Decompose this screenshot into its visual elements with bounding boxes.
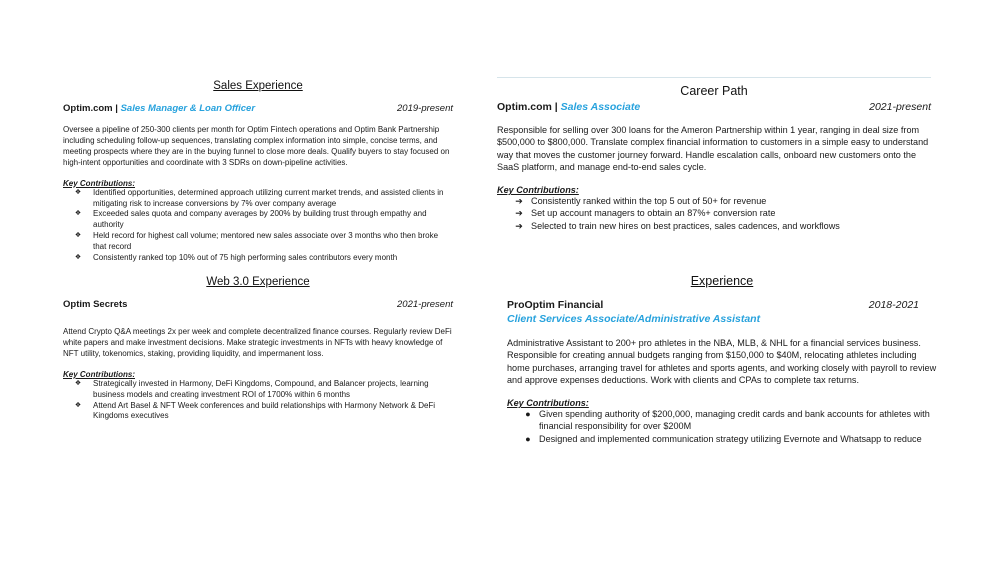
- job-header: [63, 103, 453, 114]
- diamond-bullet-icon: ❖: [74, 188, 82, 196]
- job-date: 2019-present: [397, 103, 453, 114]
- diamond-bullet-icon: ❖: [74, 210, 82, 218]
- web3-experience-section: [63, 276, 453, 422]
- list-item: [507, 433, 937, 445]
- bullet-text: Set up account managers to obtain an 87%+ conversion rate: [531, 208, 776, 219]
- job-description: Responsible for selling over 300 loans for the Ameron Partnership within 1 year, ranging in deal size from $500,000 to $800,000. Translate complex financial information to customers in a simple easy to understand way that moves the customer journey forward. Handle escalation calls, onboard new customers onto the SaaS platform, and manage end-to-end sales cycle.: [497, 125, 929, 172]
- list-item: [497, 195, 931, 207]
- bullet-text: Held record for highest call volume; mentored new sales associate over 3 months who then broke that record: [93, 231, 439, 252]
- job-date: 2021-present: [869, 101, 931, 113]
- list-item: [63, 188, 453, 210]
- company-name: Optim Secrets: [63, 298, 128, 310]
- company-name: ProOptim Financial: [507, 299, 604, 311]
- dot-bullet-icon: ●: [525, 433, 531, 444]
- dot-bullet-icon: ●: [525, 409, 531, 420]
- job-role: Client Services Associate/Administrative Assistant: [507, 313, 761, 325]
- bullet-text: Consistently ranked within the top 5 out of 50+ for revenue: [531, 196, 767, 207]
- job-header: [497, 101, 931, 113]
- section-title: Sales Experience: [213, 80, 303, 92]
- job-description: Oversee a pipeline of 250-300 clients per month for Optim Fintech operations and Optim Bank Partnership including scheduling follow-up sequences, translating complex information into simple, concise terms, and meeting prospects where they are in the buying funnel to close more deals. Qualify buyers to stay focused on high-intent opportunities and coordinate with 3 SDRs on down-pipeline activities.: [63, 125, 450, 167]
- bullet-text: Given spending authority of $200,000, managing credit cards and bank accounts for athletes with financial responsibility for over $200M: [539, 409, 930, 432]
- separator: |: [115, 103, 118, 114]
- list-item: [507, 408, 937, 433]
- arrow-bullet-icon: ➔: [515, 220, 523, 231]
- job-description: Attend Crypto Q&A meetings 2x per week and complete decentralized finance courses. Regularly review DeFi white papers and make investment decisions. Make strategic investments in NFTs with heavy knowledge of NFT utility, tokenomics, staking, providing liquidity, and impermanent loss.: [63, 326, 452, 358]
- job-role: Sales Associate: [560, 101, 641, 113]
- section-title: Web 3.0 Experience: [206, 275, 310, 288]
- diamond-bullet-icon: ❖: [74, 232, 82, 240]
- bullet-text: Designed and implemented communication strategy utilizing Evernote and Whatsapp to reduce: [539, 433, 922, 444]
- arrow-bullet-icon: ➔: [515, 208, 523, 219]
- section-title: Career Path: [680, 84, 748, 98]
- career-path-section: [497, 77, 931, 232]
- diamond-bullet-icon: ❖: [74, 254, 82, 262]
- company-name: Optim.com: [497, 101, 552, 113]
- bullet-text: Exceeded sales quota and company averages by 200% by building trust through empathy and authority: [93, 209, 427, 230]
- list-item: [497, 207, 931, 219]
- list-item: [63, 209, 453, 231]
- contributions-list: [507, 408, 937, 445]
- sales-experience-section: [63, 80, 453, 264]
- diamond-bullet-icon: ❖: [74, 379, 82, 387]
- job-date: 2018-2021: [868, 299, 919, 311]
- list-item: [63, 253, 453, 264]
- bullet-text: Consistently ranked top 10% out of 75 high performing sales contributors every month: [93, 253, 398, 263]
- bullet-text: Identified opportunities, determined approach utilizing current market trends, and assisted clients in mitigating risk to increase conversions by 7% over company average: [93, 187, 444, 208]
- experience-section: [507, 274, 937, 445]
- separator: |: [554, 101, 558, 113]
- key-contributions-label: Key Contributions:: [63, 178, 135, 188]
- contributions-list: [63, 188, 453, 264]
- job-role: Sales Manager & Loan Officer: [120, 103, 256, 114]
- diamond-bullet-icon: ❖: [74, 401, 82, 409]
- contributions-list: [63, 379, 453, 423]
- left-resume-page: [63, 80, 453, 422]
- bullet-text: Selected to train new hires on best practices, sales cadences, and workflows: [531, 220, 840, 231]
- arrow-bullet-icon: ➔: [515, 196, 523, 207]
- company-name: Optim.com: [63, 103, 113, 114]
- bullet-text: Attend Art Basel & NFT Week conferences and build relationships with Harmony Network & DeFi Kingdoms executives: [93, 400, 436, 421]
- list-item: [63, 401, 453, 423]
- key-contributions-label: Key Contributions:: [497, 185, 579, 196]
- list-item: [497, 220, 931, 232]
- list-item: [63, 379, 453, 401]
- job-header: [63, 299, 453, 310]
- job-description: Administrative Assistant to 200+ pro athletes in the NBA, MLB, & NHL for a financial services business. Responsible for creating annual budgets ranging from $150,000 to $40M, relocating athletes including home purchases, arranging travel for athletes and sports agents, and working closely with payroll to review and approve expenses deductions. Work with clients and CPAs to complete tax returns.: [507, 338, 937, 385]
- list-item: [63, 231, 453, 253]
- key-contributions-label: Key Contributions:: [63, 369, 135, 379]
- divider: [497, 77, 931, 78]
- bullet-text: Strategically invested in Harmony, DeFi Kingdoms, Compound, and Balancer projects, learning business models and creating investment ROI of 1700% within 6 months: [93, 378, 429, 399]
- contributions-list: [497, 195, 931, 232]
- section-title: Experience: [690, 274, 754, 288]
- job-date: 2021-present: [397, 298, 453, 310]
- key-contributions-label: Key Contributions:: [507, 398, 589, 409]
- job-header: [507, 299, 937, 311]
